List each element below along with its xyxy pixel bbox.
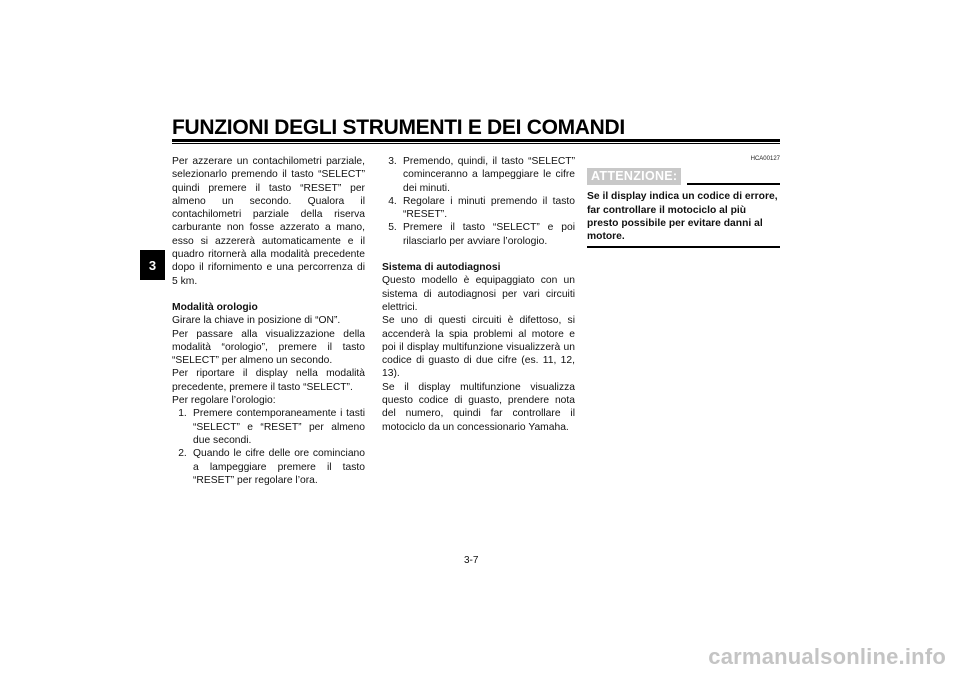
step-number: 1. (178, 408, 187, 420)
page-number: 3-7 (464, 555, 479, 566)
chapter-tab: 3 (140, 250, 165, 280)
list-item (172, 447, 365, 487)
clock-steps-list (172, 407, 365, 487)
list-item (382, 155, 575, 195)
title-rule-thick (172, 139, 780, 142)
page-title: FUNZIONI DEGLI STRUMENTI E DEI COMANDI (172, 116, 625, 139)
caution-end-rule (587, 246, 780, 248)
list-item (172, 407, 365, 447)
step-number: 3. (388, 156, 397, 167)
reference-code: HCA00127 (750, 156, 780, 162)
text-line: Per passare alla visualizzazione della modalità “orologio”, premere il tasto “SELECT” per almeno un secondo. (172, 328, 365, 367)
caution-text: Se il display indica un codice di errore, far controllare il motociclo al più presto possibile per evitare danni al motore. (587, 191, 778, 243)
caution-label: ATTENZIONE: (587, 168, 681, 185)
clock-steps-list-continued (382, 155, 575, 248)
caution-header-rule (687, 183, 780, 185)
step-number: 5. (388, 222, 397, 234)
list-item (382, 221, 575, 248)
text-paragraph: Se il display multifunzione visualizza questo codice di guasto, prendere nota del numero, quindi far controllare il motociclo da un concessionario Yamaha. (382, 381, 575, 433)
caution-header (587, 168, 780, 185)
section-heading-diagnostics: Sistema di autodiagnosi (382, 262, 501, 274)
title-rule-thin (172, 143, 780, 144)
section-heading-clock: Modalità orologio (172, 301, 258, 313)
step-text: Premendo, quindi, il tasto “SELECT” cominceranno a lampeggiare le cifre dei minuti. (403, 156, 575, 194)
step-number: 4. (388, 195, 397, 207)
text-paragraph: Questo modello è equipaggiato con un sistema di autodiagnosi per vari circuiti elettrici. (382, 275, 575, 313)
intro-paragraph: Per azzerare un contachilometri parziale, selezionarlo premendo il tasto “SELECT” quindi premere il tasto “RESET” per almeno un secondo. Qualora il contachilometri parziale della riserva carburante non fosse azzerato a mano, esso si azzererà automaticamente e il quadro ritornerà alla modalità precedente dopo il rifornimento e una percorrenza di 5 km. (172, 156, 365, 287)
step-number: 2. (178, 448, 187, 460)
watermark: carmanualsonline.info (708, 644, 946, 669)
column-middle (382, 155, 575, 434)
list-item (382, 195, 575, 222)
step-text: Regolare i minuti premendo il tasto “RESET”. (403, 195, 575, 221)
column-right (587, 155, 780, 248)
text-line: Per regolare l’orologio: (172, 395, 276, 407)
step-text: Quando le cifre delle ore cominciano a lampeggiare premere il tasto “RESET” per regolare l’ora. (193, 448, 365, 486)
text-paragraph: Se uno di questi circuiti è difettoso, si accenderà la spia problemi al motore e poi il display multifunzione visualizzerà un codice di guasto di due cifre (es. 11, 12, 13). (382, 315, 575, 380)
text-line: Per riportare il display nella modalità precedente, premere il tasto “SELECT”. (172, 368, 365, 393)
text-line: Girare la chiave in posizione di “ON”. (172, 315, 341, 327)
column-left (172, 155, 365, 487)
step-text: Premere il tasto “SELECT” e poi rilasciarlo per avviare l’orologio. (403, 222, 575, 247)
step-text: Premere contemporaneamente i tasti “SELECT” e “RESET” per almeno due secondi. (193, 408, 365, 446)
